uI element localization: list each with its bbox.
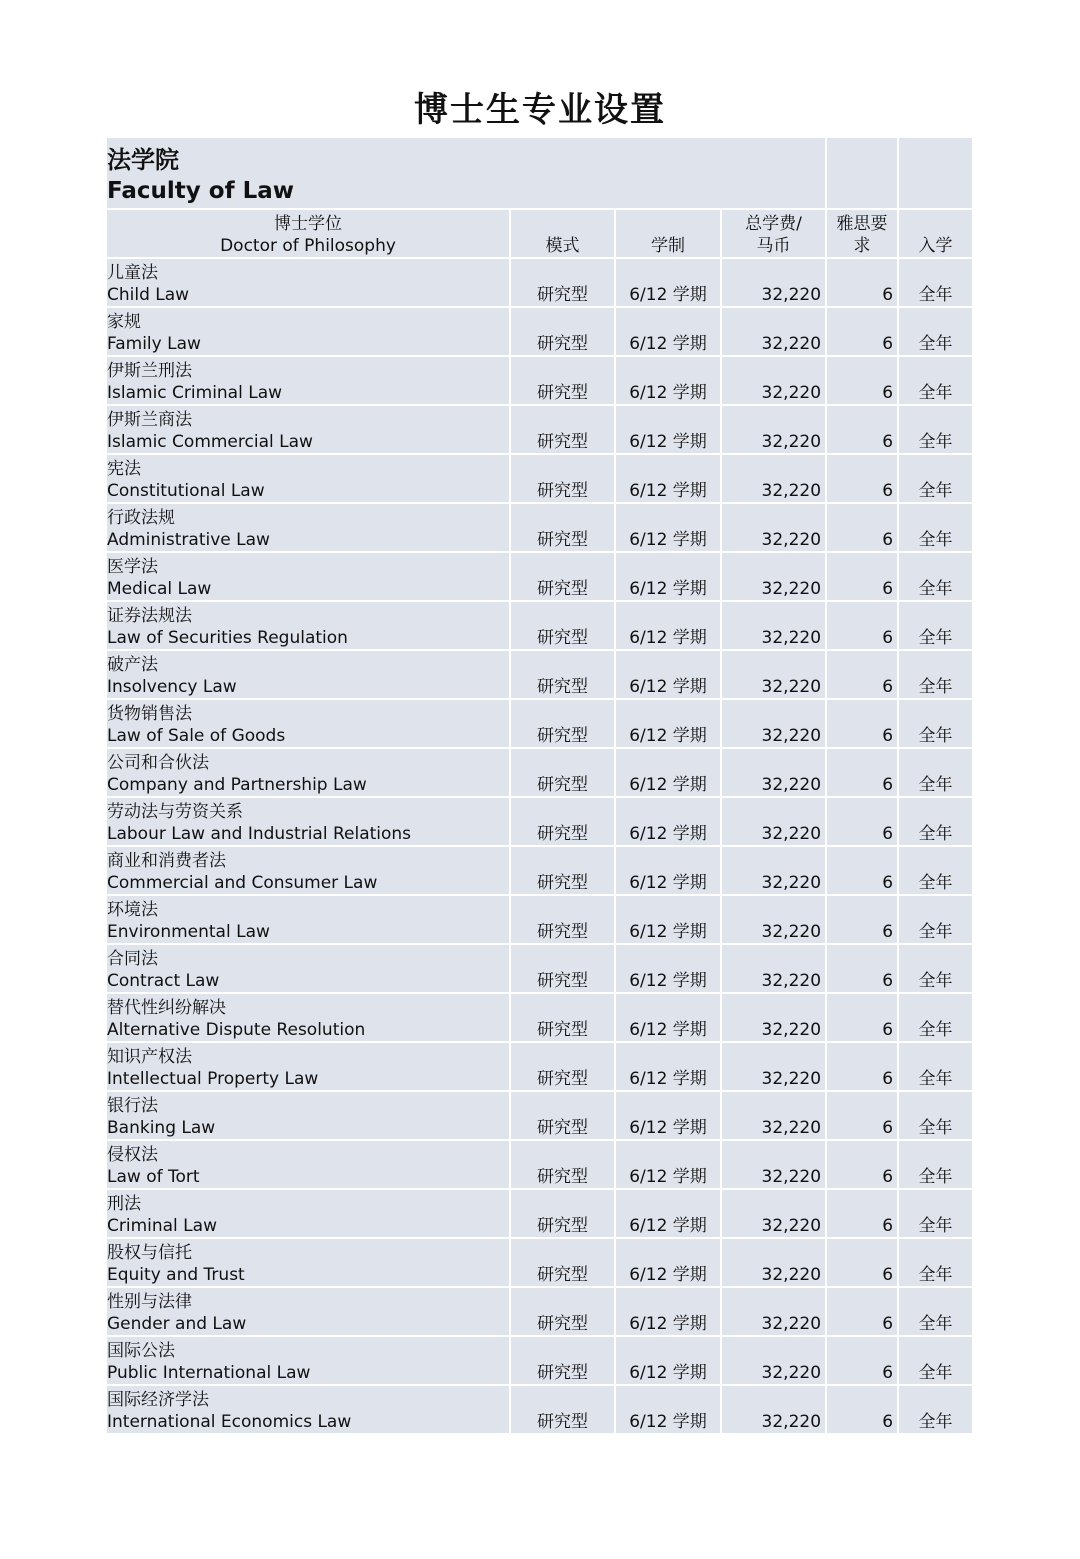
header-fee bbox=[721, 209, 826, 258]
program-ielts: 6 bbox=[826, 1091, 898, 1140]
program-ielts: 6 bbox=[826, 1042, 898, 1091]
program-name-zh: 货物销售法 bbox=[107, 704, 192, 724]
program-mode: 研究型 bbox=[510, 699, 615, 748]
program-name-en: Environmental Law bbox=[107, 922, 270, 942]
program-duration: 6/12 学期 bbox=[615, 258, 721, 307]
program-name bbox=[107, 454, 510, 503]
program-mode: 研究型 bbox=[510, 1336, 615, 1385]
program-fee: 32,220 bbox=[721, 1140, 826, 1189]
program-duration: 6/12 学期 bbox=[615, 552, 721, 601]
table-row bbox=[107, 258, 972, 307]
table-row bbox=[107, 699, 972, 748]
program-name bbox=[107, 405, 510, 454]
program-name bbox=[107, 797, 510, 846]
program-mode: 研究型 bbox=[510, 1042, 615, 1091]
program-name bbox=[107, 552, 510, 601]
program-duration: 6/12 学期 bbox=[615, 1385, 721, 1434]
program-duration: 6/12 学期 bbox=[615, 454, 721, 503]
program-name-zh: 银行法 bbox=[107, 1096, 158, 1116]
program-intake: 全年 bbox=[918, 922, 953, 942]
program-name-en: Law of Tort bbox=[107, 1167, 200, 1187]
program-name-zh: 公司和合伙法 bbox=[107, 753, 209, 773]
faculty-spacer bbox=[826, 138, 898, 209]
program-intake: 全年 bbox=[918, 481, 953, 501]
program-name-zh: 破产法 bbox=[107, 655, 158, 675]
program-mode: 研究型 bbox=[510, 846, 615, 895]
program-name-en: Company and Partnership Law bbox=[107, 775, 367, 795]
table-row bbox=[107, 993, 972, 1042]
program-name-zh: 证券法规法 bbox=[107, 606, 192, 626]
program-name bbox=[107, 1385, 510, 1434]
program-mode: 研究型 bbox=[510, 1189, 615, 1238]
program-ielts: 6 bbox=[826, 601, 898, 650]
program-name-en: Child Law bbox=[107, 285, 190, 305]
program-name-en: Insolvency Law bbox=[107, 677, 237, 697]
program-fee: 32,220 bbox=[721, 356, 826, 405]
program-name-zh: 医学法 bbox=[107, 557, 158, 577]
program-name bbox=[107, 1091, 510, 1140]
program-fee: 32,220 bbox=[721, 258, 826, 307]
program-name-zh: 宪法 bbox=[107, 459, 141, 479]
program-name-en: Contract Law bbox=[107, 971, 220, 991]
program-name bbox=[107, 258, 510, 307]
program-ielts: 6 bbox=[826, 503, 898, 552]
program-duration: 6/12 学期 bbox=[615, 748, 721, 797]
program-intake: 全年 bbox=[918, 1265, 953, 1285]
program-name bbox=[107, 1238, 510, 1287]
program-name bbox=[107, 699, 510, 748]
table-row bbox=[107, 797, 972, 846]
program-name-zh: 知识产权法 bbox=[107, 1047, 192, 1067]
program-intake: 全年 bbox=[918, 1069, 953, 1089]
program-fee: 32,220 bbox=[721, 454, 826, 503]
program-mode: 研究型 bbox=[510, 258, 615, 307]
program-ielts: 6 bbox=[826, 699, 898, 748]
program-name bbox=[107, 748, 510, 797]
program-ielts: 6 bbox=[826, 993, 898, 1042]
faculty-name-zh: 法学院 bbox=[107, 146, 179, 174]
program-fee: 32,220 bbox=[721, 944, 826, 993]
program-fee: 32,220 bbox=[721, 895, 826, 944]
faculty-spacer bbox=[898, 138, 972, 209]
program-mode: 研究型 bbox=[510, 503, 615, 552]
program-ielts: 6 bbox=[826, 846, 898, 895]
program-name-zh: 儿童法 bbox=[107, 263, 158, 283]
program-intake: 全年 bbox=[918, 432, 953, 452]
program-name bbox=[107, 1287, 510, 1336]
faculty-name-en: Faculty of Law bbox=[107, 178, 295, 204]
header-row bbox=[107, 209, 972, 258]
program-name-zh: 性别与法律 bbox=[107, 1292, 192, 1312]
program-ielts: 6 bbox=[826, 405, 898, 454]
program-fee: 32,220 bbox=[721, 1189, 826, 1238]
program-name-en: Family Law bbox=[107, 334, 201, 354]
table-row bbox=[107, 1042, 972, 1091]
program-mode: 研究型 bbox=[510, 895, 615, 944]
program-mode: 研究型 bbox=[510, 356, 615, 405]
program-duration: 6/12 学期 bbox=[615, 650, 721, 699]
program-name-zh: 家规 bbox=[107, 312, 141, 332]
program-name bbox=[107, 1189, 510, 1238]
program-mode: 研究型 bbox=[510, 1091, 615, 1140]
program-name-zh: 国际经济学法 bbox=[107, 1390, 209, 1410]
program-name bbox=[107, 307, 510, 356]
program-name bbox=[107, 993, 510, 1042]
header-ielts bbox=[826, 209, 898, 258]
table-row bbox=[107, 1140, 972, 1189]
program-duration: 6/12 学期 bbox=[615, 797, 721, 846]
program-duration: 6/12 学期 bbox=[615, 895, 721, 944]
program-duration: 6/12 学期 bbox=[615, 1140, 721, 1189]
program-fee: 32,220 bbox=[721, 1091, 826, 1140]
program-duration: 6/12 学期 bbox=[615, 503, 721, 552]
program-intake: 全年 bbox=[918, 1363, 953, 1383]
faculty-row bbox=[107, 138, 972, 209]
program-intake: 全年 bbox=[918, 579, 953, 599]
program-name-zh: 伊斯兰刑法 bbox=[107, 361, 192, 381]
program-intake: 全年 bbox=[918, 530, 953, 550]
header-ielts-line1: 雅思要 bbox=[836, 214, 888, 234]
program-intake: 全年 bbox=[918, 1118, 953, 1138]
program-fee: 32,220 bbox=[721, 405, 826, 454]
program-mode: 研究型 bbox=[510, 601, 615, 650]
table-row bbox=[107, 307, 972, 356]
program-mode: 研究型 bbox=[510, 307, 615, 356]
program-intake: 全年 bbox=[918, 334, 953, 354]
program-intake: 全年 bbox=[918, 677, 953, 697]
header-degree-zh: 博士学位 bbox=[274, 214, 342, 234]
program-duration: 6/12 学期 bbox=[615, 944, 721, 993]
program-name-en: Criminal Law bbox=[107, 1216, 217, 1236]
program-ielts: 6 bbox=[826, 797, 898, 846]
program-mode: 研究型 bbox=[510, 552, 615, 601]
program-duration: 6/12 学期 bbox=[615, 1091, 721, 1140]
program-ielts: 6 bbox=[826, 895, 898, 944]
program-intake: 全年 bbox=[918, 628, 953, 648]
program-fee: 32,220 bbox=[721, 699, 826, 748]
table-row bbox=[107, 846, 972, 895]
table-row bbox=[107, 454, 972, 503]
program-fee: 32,220 bbox=[721, 1238, 826, 1287]
table-row bbox=[107, 1091, 972, 1140]
program-name bbox=[107, 356, 510, 405]
program-fee: 32,220 bbox=[721, 846, 826, 895]
program-table bbox=[107, 138, 972, 1435]
program-intake: 全年 bbox=[918, 285, 953, 305]
program-duration: 6/12 学期 bbox=[615, 699, 721, 748]
program-ielts: 6 bbox=[826, 1189, 898, 1238]
program-fee: 32,220 bbox=[721, 650, 826, 699]
program-name bbox=[107, 503, 510, 552]
program-ielts: 6 bbox=[826, 307, 898, 356]
program-duration: 6/12 学期 bbox=[615, 993, 721, 1042]
program-mode: 研究型 bbox=[510, 1385, 615, 1434]
program-name-en: Public International Law bbox=[107, 1363, 311, 1383]
header-fee-line1: 总学费/ bbox=[745, 214, 802, 234]
program-name bbox=[107, 895, 510, 944]
table-row bbox=[107, 1287, 972, 1336]
program-intake: 全年 bbox=[918, 971, 953, 991]
program-fee: 32,220 bbox=[721, 601, 826, 650]
program-ielts: 6 bbox=[826, 454, 898, 503]
program-list bbox=[107, 258, 972, 1434]
program-intake: 全年 bbox=[918, 775, 953, 795]
program-name bbox=[107, 944, 510, 993]
program-mode: 研究型 bbox=[510, 993, 615, 1042]
program-mode: 研究型 bbox=[510, 1140, 615, 1189]
program-duration: 6/12 学期 bbox=[615, 1189, 721, 1238]
page-title: 博士生专业设置 bbox=[414, 90, 666, 130]
program-mode: 研究型 bbox=[510, 650, 615, 699]
program-ielts: 6 bbox=[826, 1385, 898, 1434]
program-intake: 全年 bbox=[918, 383, 953, 403]
program-mode: 研究型 bbox=[510, 454, 615, 503]
program-duration: 6/12 学期 bbox=[615, 601, 721, 650]
program-intake: 全年 bbox=[918, 1020, 953, 1040]
program-name bbox=[107, 1336, 510, 1385]
program-ielts: 6 bbox=[826, 1336, 898, 1385]
header-degree bbox=[107, 209, 510, 258]
table-row bbox=[107, 1238, 972, 1287]
program-name-en: Constitutional Law bbox=[107, 481, 265, 501]
program-ielts: 6 bbox=[826, 1140, 898, 1189]
program-duration: 6/12 学期 bbox=[615, 405, 721, 454]
program-fee: 32,220 bbox=[721, 797, 826, 846]
faculty-name bbox=[107, 138, 826, 209]
header-duration: 学制 bbox=[615, 209, 721, 258]
program-intake: 全年 bbox=[918, 1167, 953, 1187]
program-duration: 6/12 学期 bbox=[615, 1287, 721, 1336]
program-name-en: Islamic Criminal Law bbox=[107, 383, 283, 403]
table-row bbox=[107, 1336, 972, 1385]
header-ielts-line2: 求 bbox=[853, 236, 871, 256]
program-intake: 全年 bbox=[918, 1412, 953, 1432]
header-intake: 入学 bbox=[918, 236, 953, 256]
program-mode: 研究型 bbox=[510, 748, 615, 797]
program-name-zh: 行政法规 bbox=[107, 508, 175, 528]
program-duration: 6/12 学期 bbox=[615, 356, 721, 405]
program-name-zh: 商业和消费者法 bbox=[107, 851, 226, 871]
program-name-zh: 侵权法 bbox=[107, 1145, 158, 1165]
table-row bbox=[107, 650, 972, 699]
program-ielts: 6 bbox=[826, 1287, 898, 1336]
program-duration: 6/12 学期 bbox=[615, 1238, 721, 1287]
header-fee-line2: 马币 bbox=[756, 236, 791, 256]
program-duration: 6/12 学期 bbox=[615, 846, 721, 895]
program-name bbox=[107, 1140, 510, 1189]
program-ielts: 6 bbox=[826, 258, 898, 307]
program-mode: 研究型 bbox=[510, 1238, 615, 1287]
program-intake: 全年 bbox=[918, 873, 953, 893]
program-name-en: Administrative Law bbox=[107, 530, 270, 550]
program-intake: 全年 bbox=[918, 726, 953, 746]
table-row bbox=[107, 1189, 972, 1238]
program-name bbox=[107, 650, 510, 699]
program-name-zh: 伊斯兰商法 bbox=[107, 410, 192, 430]
program-name-en: Islamic Commercial Law bbox=[107, 432, 313, 452]
program-name-en: Commercial and Consumer Law bbox=[107, 873, 378, 893]
table-row bbox=[107, 356, 972, 405]
program-duration: 6/12 学期 bbox=[615, 1336, 721, 1385]
program-mode: 研究型 bbox=[510, 1287, 615, 1336]
program-name-en: Gender and Law bbox=[107, 1314, 247, 1334]
program-name-en: Law of Sale of Goods bbox=[107, 726, 286, 746]
program-name-zh: 国际公法 bbox=[107, 1341, 175, 1361]
table-row bbox=[107, 944, 972, 993]
program-fee: 32,220 bbox=[721, 1385, 826, 1434]
program-ielts: 6 bbox=[826, 356, 898, 405]
program-name bbox=[107, 846, 510, 895]
program-name-en: International Economics Law bbox=[107, 1412, 352, 1432]
program-ielts: 6 bbox=[826, 650, 898, 699]
table-row bbox=[107, 405, 972, 454]
program-name-en: Law of Securities Regulation bbox=[107, 628, 348, 648]
table-row bbox=[107, 503, 972, 552]
program-mode: 研究型 bbox=[510, 405, 615, 454]
program-mode: 研究型 bbox=[510, 797, 615, 846]
program-name-zh: 刑法 bbox=[107, 1194, 141, 1214]
program-fee: 32,220 bbox=[721, 307, 826, 356]
program-name bbox=[107, 601, 510, 650]
program-name-zh: 劳动法与劳资关系 bbox=[107, 802, 243, 822]
program-fee: 32,220 bbox=[721, 552, 826, 601]
program-name-en: Equity and Trust bbox=[107, 1265, 245, 1285]
table-row bbox=[107, 601, 972, 650]
program-name-en: Medical Law bbox=[107, 579, 212, 599]
program-name-en: Labour Law and Industrial Relations bbox=[107, 824, 412, 844]
program-fee: 32,220 bbox=[721, 1042, 826, 1091]
program-duration: 6/12 学期 bbox=[615, 1042, 721, 1091]
program-fee: 32,220 bbox=[721, 1336, 826, 1385]
table-row bbox=[107, 895, 972, 944]
program-duration: 6/12 学期 bbox=[615, 307, 721, 356]
program-name-zh: 股权与信托 bbox=[107, 1243, 192, 1263]
program-ielts: 6 bbox=[826, 944, 898, 993]
program-name-zh: 替代性纠纷解决 bbox=[107, 998, 226, 1018]
program-intake: 全年 bbox=[918, 1314, 953, 1334]
header-mode: 模式 bbox=[510, 209, 615, 258]
program-name-en: Intellectual Property Law bbox=[107, 1069, 319, 1089]
program-name bbox=[107, 1042, 510, 1091]
program-fee: 32,220 bbox=[721, 993, 826, 1042]
program-fee: 32,220 bbox=[721, 503, 826, 552]
program-ielts: 6 bbox=[826, 748, 898, 797]
table-row bbox=[107, 748, 972, 797]
program-ielts: 6 bbox=[826, 1238, 898, 1287]
table-row bbox=[107, 552, 972, 601]
header-degree-en: Doctor of Philosophy bbox=[220, 236, 396, 256]
program-mode: 研究型 bbox=[510, 944, 615, 993]
program-fee: 32,220 bbox=[721, 1287, 826, 1336]
program-name-en: Banking Law bbox=[107, 1118, 216, 1138]
program-name-zh: 环境法 bbox=[107, 900, 158, 920]
program-name-zh: 合同法 bbox=[107, 949, 158, 969]
program-name-en: Alternative Dispute Resolution bbox=[107, 1020, 366, 1040]
program-intake: 全年 bbox=[918, 824, 953, 844]
program-intake: 全年 bbox=[918, 1216, 953, 1236]
program-fee: 32,220 bbox=[721, 748, 826, 797]
program-ielts: 6 bbox=[826, 552, 898, 601]
table-row bbox=[107, 1385, 972, 1434]
